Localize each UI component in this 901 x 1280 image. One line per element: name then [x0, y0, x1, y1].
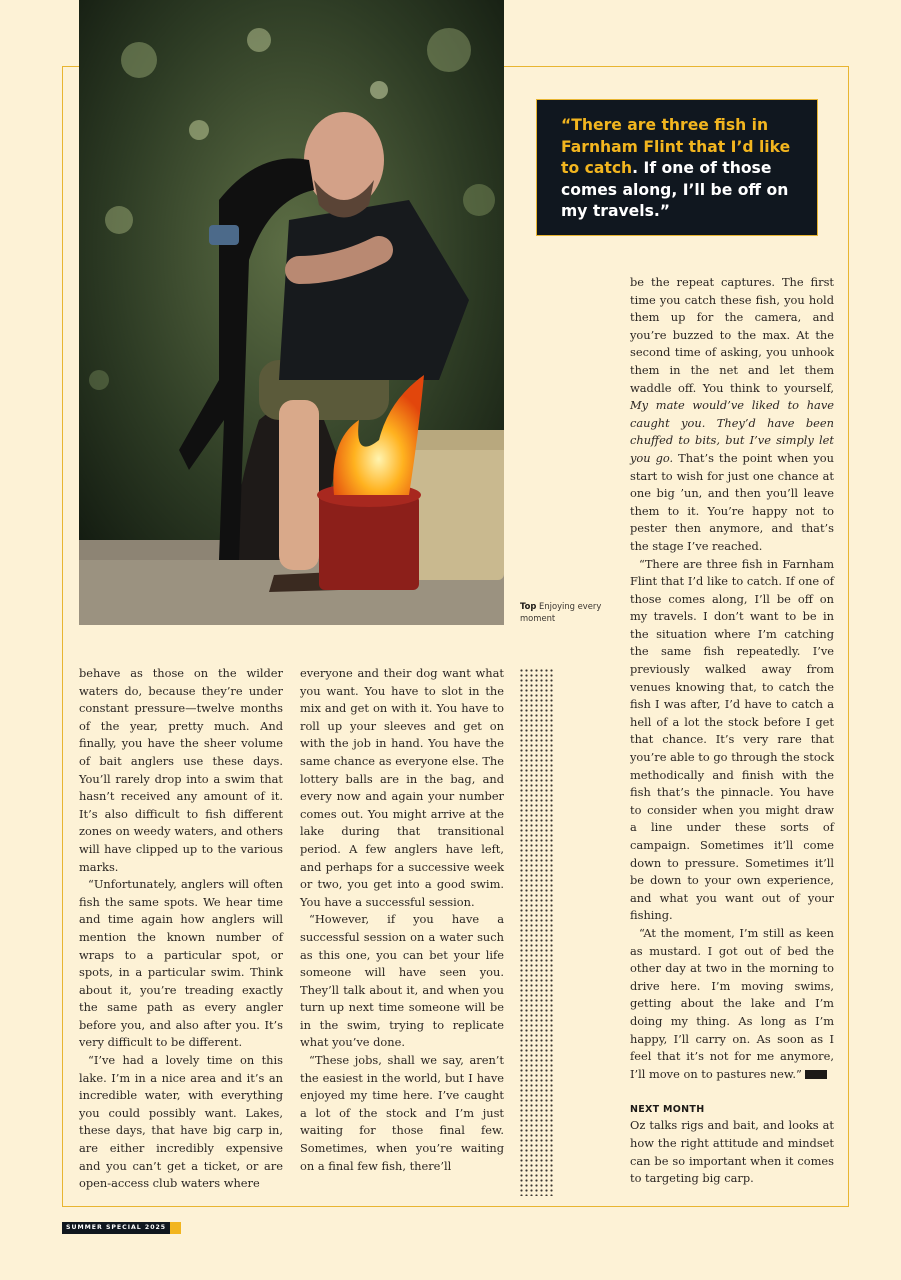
- col3-paragraph-2: “There are three fish in Farnham Flint that I’d like to catch. If one of those comes along, I’ll be off on my travels. I don’t want to be in the situation where I’m catching the same fish repeatedly. I’ve previously walked away from venues knowing that, to catch the fish I was after, I’d have to catch a hell of a lot the stock before I get that chance. It’s very rare that you’re able to go through the stock methodically and finish with the fish that’s the pinnacle. You have to consider when you might draw a line under these sorts of campaign. Sometimes it’ll come down to pressure. Sometimes it’ll be down to your own experience, and what you want out of your fishing.: [630, 556, 834, 923]
- end-mark-icon: [805, 1070, 827, 1079]
- col1-paragraph-1: behave as those on the wilder waters do, because they’re under constant pressure—twelve months of the year, pretty much. And finally, you have the sheer volume of bait anglers use these days. You’ll rarely drop into a swim that hasn’t received any amount of it. It’s also difficult to fish different zones on weedy waters, and others will have clipped up to the various marks.: [79, 666, 283, 874]
- caption-label: Top: [520, 601, 537, 611]
- col2-paragraph-1: everyone and their dog want what you want. You have to slot in the mix and get on with it. You have to roll up your sleeves and get on with the job in hand. You have the same chance as everyone else. The lottery balls are in the bag, and every now and again your number comes out. You might arrive at the lake during that transitional period. A few anglers have left, and perhaps for a successive week or two, you get into a good swim. You have a successful session.: [300, 666, 504, 909]
- col3-paragraph-3: [630, 925, 834, 1083]
- pull-quote-highlight: “There are three fish in Farnham Flint that I’d like to catch: [561, 116, 791, 178]
- photo-illustration: [79, 0, 504, 625]
- pull-quote-rest: . If one of those comes along, I’ll be off on my travels.”: [561, 159, 789, 221]
- col2-paragraph-2: “However, if you have a successful session on a water such as this one, you can bet your life someone will have seen you. They’ll talk about it, and when you turn up next time someone will be in the swim, trying to replicate what you’ve done.: [300, 912, 504, 1050]
- col1-paragraph-2: “Unfortunately, anglers will often fish the same spots. We hear time and time again how anglers will mention the known number of wraps to a particular spot, or spots, in a particular swim. Think about it, you’re treading exactly the same path as every angler before you, and also after you. It’s very difficult to be different.: [79, 877, 283, 1050]
- angler-photo: [79, 0, 504, 625]
- col3-paragraph-1: [630, 274, 834, 556]
- footer-accent-block: [170, 1222, 181, 1234]
- column-2: [300, 665, 504, 1175]
- footer-issue-label: SUMMER SPECIAL 2025: [62, 1222, 170, 1234]
- next-month-text: Oz talks rigs and bait, and looks at how the right attitude and mindset can be so important when it comes to targeting big carp.: [630, 1118, 834, 1186]
- col2-paragraph-3: “These jobs, shall we say, aren’t the easiest in the world, but I have enjoyed my time here. I’ve caught a lot of the stock and I’m just waiting for those final few. Sometimes, when you’re waiting on a final few fish, there’ll: [300, 1053, 504, 1173]
- caption-text: Enjoying every moment: [520, 601, 602, 623]
- col3-p1-italic: My mate would’ve liked to have caught you. They’d have been chuffed to bits, but I’ve simply let you go.: [630, 398, 834, 465]
- next-month-heading: NEXT MONTH: [630, 1104, 705, 1116]
- column-1: [79, 665, 283, 1193]
- col3-p1-start: be the repeat captures. The first time you catch these fish, you hold them up for the camera, and you’re buzzed to the max. At the second time of asking, you unhook them in the net and let them waddle off. You think to yourself,: [630, 275, 834, 395]
- col3-p3-text: “At the moment, I’m still as keen as mustard. I got out of bed the other day at two in the morning to drive here. I’m moving swims, getting about the lake and I’m doing my thing. As long as I’m happy, I’ll carry on. As soon as I feel that it’s not for me anymore, I’ll move on to pastures new.”: [630, 925, 834, 1081]
- pull-quote-box: [536, 99, 818, 236]
- dotted-divider: [519, 668, 553, 1196]
- photo-caption: [520, 601, 610, 624]
- col3-p1-end: That’s the point when you start to wish for just one chance at one big ’un, and then you’ll leave them to it. You’re happy not to pester then anymore, and that’s the stage I’ve reached.: [630, 450, 834, 553]
- column-3: [630, 274, 834, 1188]
- col1-paragraph-3: “I’ve had a lovely time on this lake. I’m in a nice area and it’s an incredible water, with everything you could possibly want. Lakes, these days, that have big carp in, are either incredibly expensive and you can’t get a ticket, or are open-access club waters where: [79, 1053, 283, 1191]
